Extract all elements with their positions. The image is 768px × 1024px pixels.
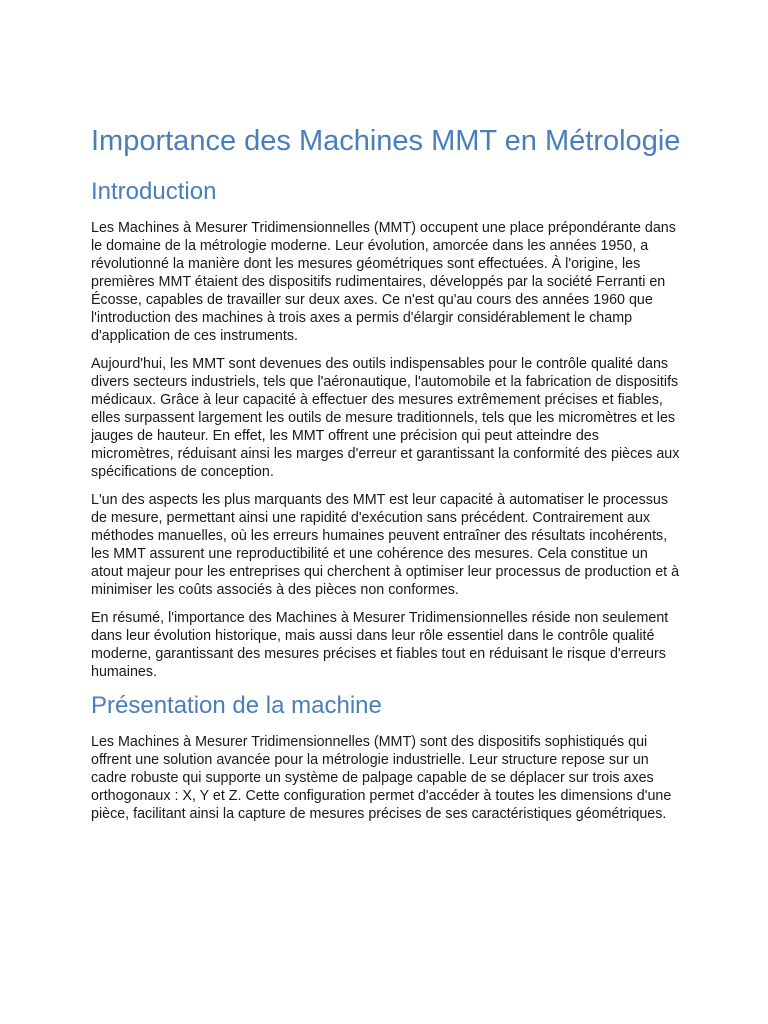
paragraph: L'un des aspects les plus marquants des MMT est leur capacité à automatiser le processus de mesure, permettant ainsi une rapidité d'exécution sans précédent. Contrairement aux méthodes manuelles, où les erreurs humaines peuvent entraîner des résultats incohérents, les MMT assurent une reproductibilité et une cohérence des mesures. Cela constitue un atout majeur pour les entreprises qui cherchent à optimiser leur processus de production et à minimiser les coûts associés à des pièces non conformes. xyxy=(91,492,680,598)
paragraph: En résumé, l'importance des Machines à Mesurer Tridimensionnelles réside non seulement dans leur évolution historique, mais aussi dans leur rôle essentiel dans le contrôle qualité moderne, garantissant des mesures précises et fiables tout en réduisant le risque d'erreurs humaines. xyxy=(91,610,669,680)
section-heading-presentation: Présentation de la machine xyxy=(91,692,382,719)
paragraph: Aujourd'hui, les MMT sont devenues des outils indispensables pour le contrôle qualité dans divers secteurs industriels, tels que l'aéronautique, l'automobile et la fabrication de dispositifs médicaux. Grâce à leur capacité à effectuer des mesures extrêmement précises et fiables, elles surpassent largement les outils de mesure traditionnels, tels que les micromètres et les jauges de hauteur. En effet, les MMT offrent une précision qui peut atteindre des micromètres, réduisant ainsi les marges d'erreur et garantissant la conformité des pièces aux spécifications de conception. xyxy=(91,356,680,480)
section-presentation xyxy=(91,691,682,823)
paragraph: Les Machines à Mesurer Tridimensionnelles (MMT) sont des dispositifs sophistiqués qui offrent une solution avancée pour la métrologie industrielle. Leur structure repose sur un cadre robuste qui supporte un système de palpage capable de se déplacer sur trois axes orthogonaux : X, Y et Z. Cette configuration permet d'accéder à toutes les dimensions d'une pièce, facilitant ainsi la capture de mesures précises de ses caractéristiques géométriques. xyxy=(91,734,672,822)
section-introduction xyxy=(91,177,682,681)
section-heading-introduction: Introduction xyxy=(91,178,217,205)
paragraph: Les Machines à Mesurer Tridimensionnelles (MMT) occupent une place prépondérante dans le domaine de la métrologie moderne. Leur évolution, amorcée dans les années 1950, a révolutionné la manière dont les mesures géométriques sont effectuées. À l'origine, les premières MMT étaient des dispositifs rudimentaires, développés par la société Ferranti en Écosse, capables de travailler sur deux axes. Ce n'est qu'au cours des années 1960 que l'introduction des machines à trois axes a permis d'élargir considérablement le champ d'application de ces instruments. xyxy=(91,220,676,344)
document-title: Importance des Machines MMT en Métrologie xyxy=(91,125,681,157)
